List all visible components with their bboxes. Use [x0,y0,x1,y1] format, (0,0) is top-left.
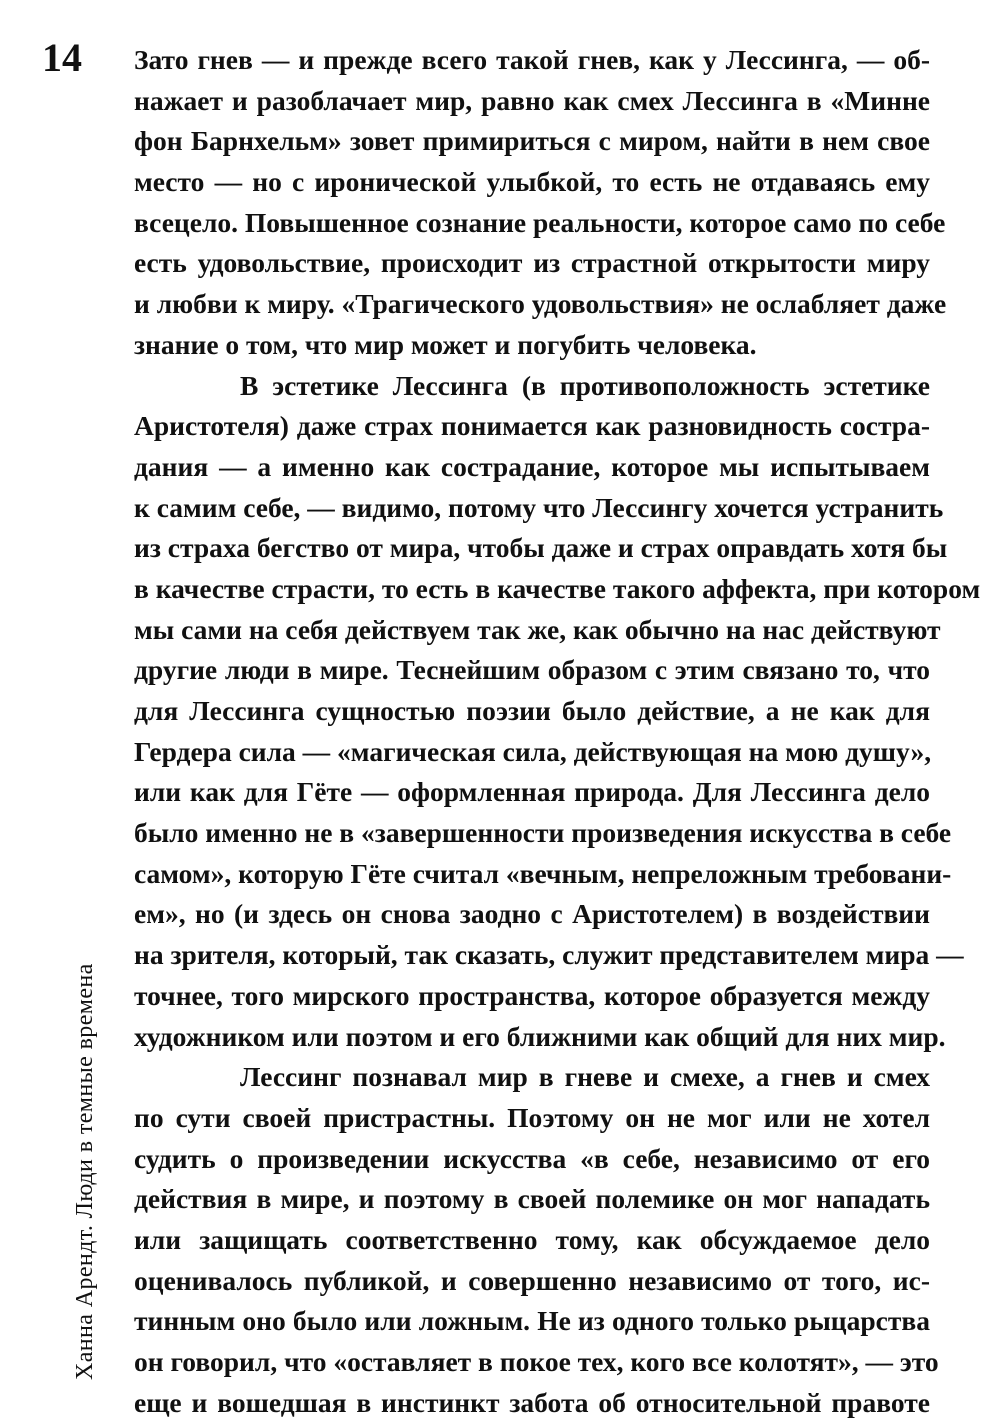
text-line: Гердера сила — «магическая сила, действующая на мою душу», [134,735,932,767]
paragraph-3 [134,1057,939,1423]
text-line: из страха бегство от мира, чтобы даже и страх оправдать хотя бы [134,532,948,564]
text-line: нажает и разоблачает мир, равно как смех Лессинга в «Минне [134,84,930,116]
text-line: или защищать соответственно тому, как обсуждаемое дело [134,1223,930,1255]
text-line: Зато гнев — и прежде всего такой гнев, как у Лессинга, — об- [134,44,930,75]
text-line: дания — а именно как сострадание, которое мы испытываем [134,450,930,482]
text-line: и любви к миру. «Трагического удовольствия» не ослабляет даже [134,288,947,320]
text-line: на зрителя, который, так сказать, служит представителем мира — [134,939,964,971]
text-line: есть удовольствие, происходит из страстной открытости миру [134,247,930,279]
text-line: или как для Гёте — оформленная природа. Для Лессинга дело [134,776,930,808]
paragraph-1 [134,40,947,366]
text-line: в качестве страсти, то есть в качестве такого аффекта, при котором [134,572,981,604]
text-line: оценивалось публикой, и совершенно независимо от того, ис- [134,1264,930,1296]
text-line: к самим себе, — видимо, потому что Лессингу хочется устранить [134,491,944,523]
text-line: мы сами на себя действуем так же, как обычно на нас действуют [134,613,941,645]
page-number: 14 [42,35,82,80]
text-line: художником или поэтом и его ближними как общий для них мир. [134,1020,946,1052]
text-line: судить о произведении искусства «в себе, независимо от его [134,1142,930,1174]
text-line: по сути своей пристрастны. Поэтому он не мог или не хотел [134,1101,930,1133]
text-line: В эстетике Лессинга (в противоположность эстетике [240,369,930,401]
text-line: знание о том, что мир может и погубить человека. [134,328,757,360]
text-line: действия в мире, и поэтому в своей полемике он мог нападать [134,1183,930,1215]
running-title: Ханна Арендт. Люди в темные времена [72,963,98,1380]
text-line: другие люди в мире. Теснейшим образом с этим связано то, что [134,654,930,686]
text-line: точнее, того мирского пространства, которое образуется между [134,979,930,1011]
text-line: он говорил, что «оставляет в покое тех, кого все колотят», — это [134,1346,939,1377]
text-line: для Лессинга сущностью поэзии было действие, а не как для [134,695,930,726]
text-line: было именно не в «завершенности произведения искусства в себе [134,817,952,849]
text-line: еще и вошедшая в инстинкт забота об относительной правоте [134,1386,930,1418]
text-line: всецело. Повышенное сознание реальности, которое само по себе [134,206,946,238]
text-line: место — но с иронической улыбкой, то есть не отдаваясь ему [134,166,930,198]
text-line: ем», но (и здесь он снова заодно с Аристотелем) в воздействии [134,898,930,930]
text-line: самом», которую Гёте считал «вечным, непреложным требовани- [134,857,952,889]
text-line: Лессинг познавал мир в гневе и смехе, а гнев и смех [240,1061,930,1093]
paragraph-2 [134,366,981,1058]
text-line: фон Барнхельм» зовет примириться с миром, найти в нем свое [134,125,930,157]
text-line: Аристотеля) даже страх понимается как разновидность состра- [134,410,930,442]
text-line: тинным оно было или ложным. Не из одного только рыцарства [134,1305,930,1337]
body-text [134,40,981,1423]
